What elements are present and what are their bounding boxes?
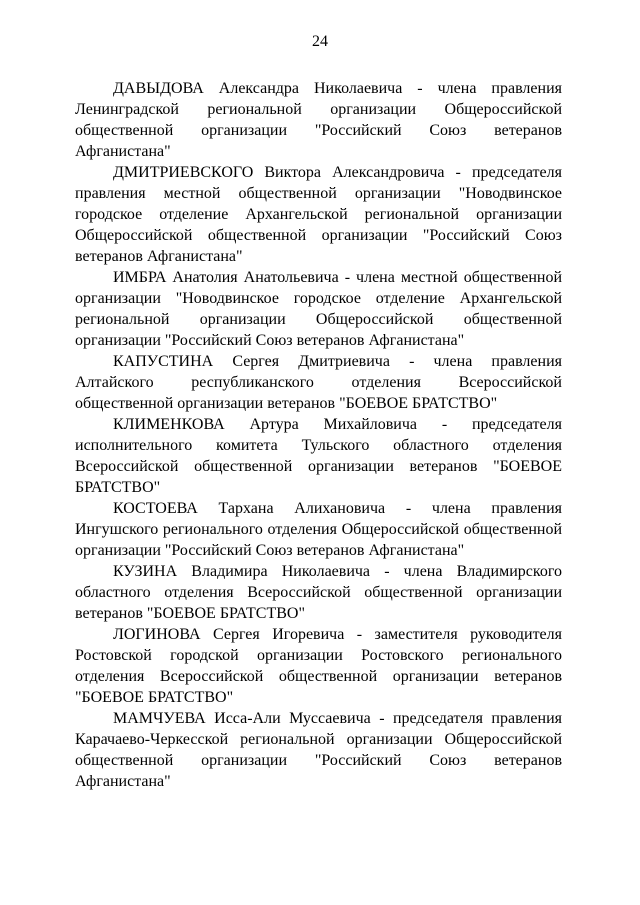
list-item: МАМЧУЕВА Исса-Али Муссаевича - председателя правления Карачаево-Черкесской региональной организации Общероссийской общественной организации "Российский Союз ветеранов Афганистана" <box>75 710 562 790</box>
list-item: ЛОГИНОВА Сергея Игоревича - заместителя руководителя Ростовской городской организации Ростовского регионального отделения Всероссийской общественной организации ветеранов "БОЕВОЕ БРАТСТВО" <box>75 626 562 706</box>
page-number: 24 <box>312 33 328 50</box>
list-item: ДМИТРИЕВСКОГО Виктора Александровича - председателя правления местной общественной организации "Новодвинское городское отделение Архангельской региональной организации Общероссийской общественной организации "Российский Союз ветеранов Афганистана" <box>75 164 562 265</box>
list-item: ИМБРА Анатолия Анатольевича - члена местной общественной организации "Новодвинское городское отделение Архангельской региональной организации Общероссийской общественной организации "Российский Союз ветеранов Афганистана" <box>75 269 562 349</box>
list-item: ДАВЫДОВА Александра Николаевича - члена правления Ленинградской региональной организации Общероссийской общественной организации "Российский Союз ветеранов Афганистана" <box>75 80 562 160</box>
list-item: КОСТОЕВА Тархана Алихановича - члена правления Ингушского регионального отделения Общероссийской общественной организации "Российский Союз ветеранов Афганистана" <box>75 500 562 559</box>
list-item: КАПУСТИНА Сергея Дмитриевича - члена правления Алтайского республиканского отделения Всероссийской общественной организации ветеранов "БОЕВОЕ БРАТСТВО" <box>75 353 562 412</box>
list-item: КЛИМЕНКОВА Артура Михайловича - председателя исполнительного комитета Тульского областного отделения Всероссийской общественной организации ветеранов "БОЕВОЕ БРАТСТВО" <box>75 416 562 496</box>
award-recipient-list <box>75 78 562 792</box>
list-item: КУЗИНА Владимира Николаевича - члена Владимирского областного отделения Всероссийской общественной организации ветеранов "БОЕВОЕ БРАТСТВО" <box>75 563 562 622</box>
